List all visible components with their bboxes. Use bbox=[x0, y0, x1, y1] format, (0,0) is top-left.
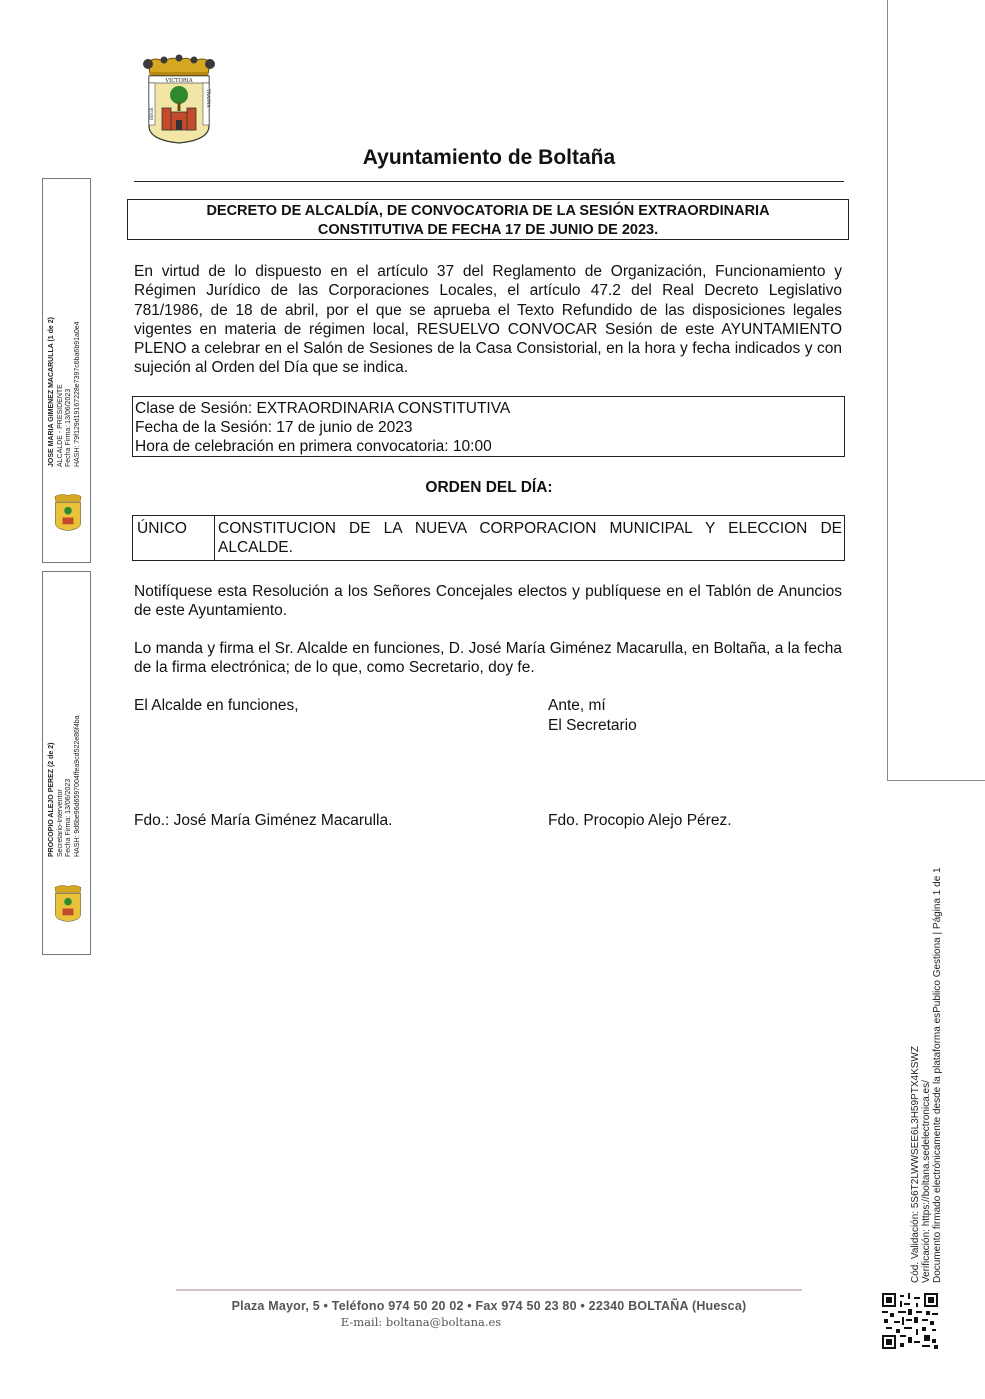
svg-text:REGE: REGE bbox=[149, 107, 154, 120]
decree-title-line1: DECRETO DE ALCALDÍA, DE CONVOCATORIA DE LA SESIÓN EXTRAORDINARIA bbox=[206, 203, 770, 219]
svg-text:VICTORIA: VICTORIA bbox=[165, 78, 193, 84]
signer-2-hash: HASH: 9d6be96d6597004ffea9cd522e86f4ba bbox=[73, 715, 81, 857]
signer-2-role: Secretario-Interventor bbox=[56, 789, 64, 857]
qr-code-icon[interactable] bbox=[882, 1293, 938, 1349]
session-clase: Clase de Sesión: EXTRAORDINARIA CONSTITUTIVA bbox=[135, 400, 511, 417]
signer-2-seal-icon bbox=[49, 884, 87, 922]
notify-paragraph: Notifíquese esta Resolución a los Señores Concejales electos y publíquese en el Tablón de Anuncios de este Ayuntamiento. bbox=[134, 583, 842, 620]
orden-item-number: ÚNICO bbox=[133, 516, 215, 560]
signer-2-name: PROCOPIO ALEJO PEREZ (2 de 2) bbox=[48, 742, 55, 857]
right-margin-box bbox=[887, 0, 985, 781]
session-fecha: Fecha de la Sesión: 17 de junio de 2023 bbox=[135, 419, 413, 436]
signature-right-name: Fdo. Procopio Alejo Pérez. bbox=[548, 812, 732, 829]
decree-title-box bbox=[127, 199, 849, 240]
svg-text:TRASNA: TRASNA bbox=[206, 89, 211, 108]
validation-code: Cód. Validación: 5S6T2LWWSEE6L3H59PTX4KSWZ bbox=[910, 1046, 921, 1283]
signature-strip-1 bbox=[42, 178, 91, 563]
validation-note: Documento firmado electrónicamente desde la plataforma esPublico Gestiona | Página 1 de 1 bbox=[932, 867, 943, 1283]
signer-1-seal-icon bbox=[49, 493, 87, 531]
signature-strip-1-text bbox=[48, 277, 88, 467]
signer-1-date: Fecha Firma: 13/06/2023 bbox=[65, 388, 72, 467]
signer-1-role: ALCALDE - PRESIDENTE bbox=[56, 384, 64, 467]
signature-left-role: El Alcalde en funciones, bbox=[134, 697, 299, 714]
manda-paragraph: Lo manda y firma el Sr. Alcalde en funciones, D. José María Giménez Macarulla, en Boltaña, a la fecha de la firma electrónica; de lo que, como Secretario, doy fe. bbox=[134, 640, 842, 677]
validation-url: Verificación: https://boltana.sedelectronica.es/ bbox=[921, 1080, 932, 1283]
orden-heading: ORDEN DEL DÍA: bbox=[425, 479, 553, 496]
page-title: Ayuntamiento de Boltaña bbox=[362, 146, 616, 169]
signer-2-date: Fecha Firma: 13/06/2023 bbox=[65, 778, 72, 857]
intro-paragraph: En virtud de lo dispuesto en el artículo 37 del Reglamento de Organización, Funcionamiento y Régimen Jurídico de las Corporaciones Locales, el artículo 47.2 del Real Decreto Legislativo 781/1986, de 18 de abril, por el que se aprueba el Texto Refundido de las disposiciones legales vigentes en materia de régimen local, RESUELVO CONVOCAR Sesión de este AYUNTAMIENTO PLENO a celebrar en el Salón de Sesiones de la Casa Consistorial, en la hora y fecha indicados y con sujeción al Orden del Día que se indica. bbox=[134, 263, 842, 377]
footer-address: Plaza Mayor, 5 • Teléfono 974 50 20 02 • Fax 974 50 23 80 • 22340 BOLTAÑA (Huesca) bbox=[231, 1299, 747, 1313]
session-info-box bbox=[132, 396, 845, 457]
coat-of-arms-icon bbox=[134, 54, 224, 144]
signature-strip-2 bbox=[42, 571, 91, 955]
signature-left-name: Fdo.: José María Giménez Macarulla. bbox=[134, 812, 393, 829]
signature-strip-2-text bbox=[48, 667, 88, 857]
signature-right-line2: El Secretario bbox=[548, 717, 637, 734]
title-divider bbox=[134, 181, 844, 182]
footer-email: E-mail: boltana@boltana.es bbox=[340, 1315, 502, 1329]
footer-divider bbox=[176, 1289, 802, 1291]
session-hora: Hora de celebración en primera convocatoria: 10:00 bbox=[135, 438, 492, 455]
signature-right-role bbox=[548, 696, 637, 736]
orden-table bbox=[132, 515, 845, 561]
signature-right-line1: Ante, mí bbox=[548, 697, 606, 714]
orden-item-text: CONSTITUCION DE LA NUEVA CORPORACION MUNICIPAL Y ELECCION DE ALCALDE. bbox=[218, 520, 842, 556]
validation-text bbox=[910, 863, 948, 1283]
signer-1-hash: HASH: 79f129d19167228e7397c6ba6b91a0e4 bbox=[73, 321, 81, 467]
signer-1-name: JOSE MARIA GIMENEZ MACARULLA (1 de 2) bbox=[48, 317, 55, 467]
decree-title-line2: CONSTITUTIVA DE FECHA 17 DE JUNIO DE 2023. bbox=[317, 222, 659, 238]
